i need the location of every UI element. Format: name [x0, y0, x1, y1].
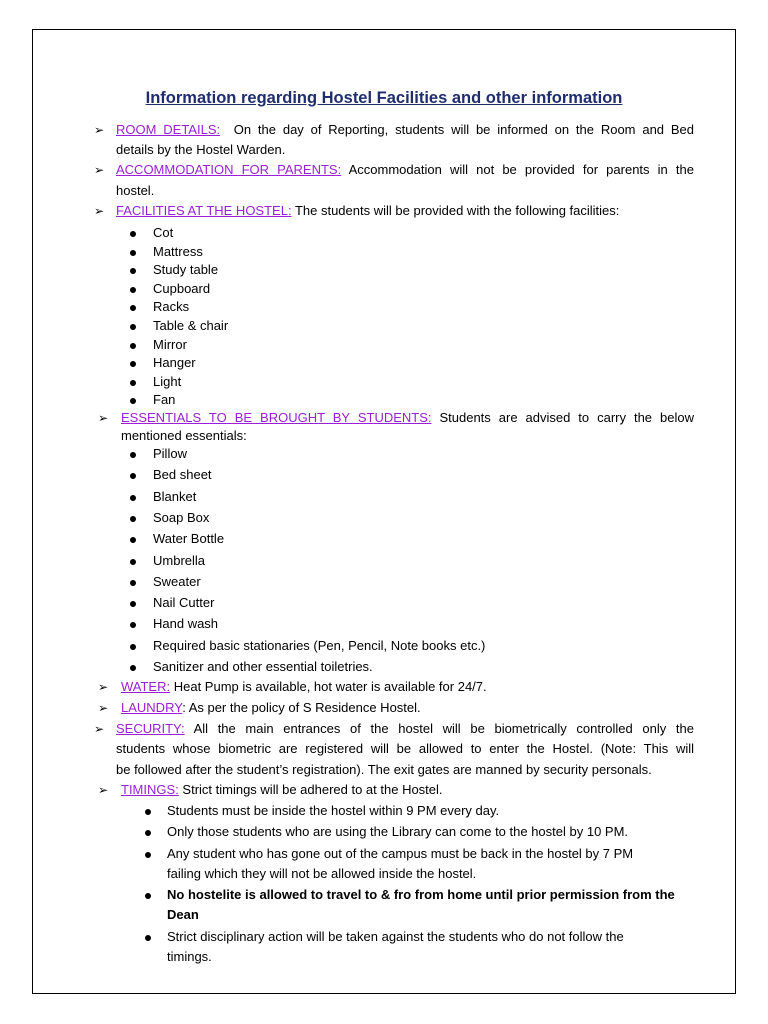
laundry-heading: LAUNDRY: [121, 700, 183, 715]
security-line-3: be followed after the student’s registration). The exit gates are manned by security personals.: [116, 762, 652, 777]
arrow-bullet-icon: ➢: [94, 722, 105, 736]
bullet-dot-icon: [145, 830, 151, 836]
page-title: Information regarding Hostel Facilities and other information: [145, 89, 623, 107]
bullet-dot-icon: [130, 231, 136, 237]
list-item: No hostelite is allowed to travel to & fro from home until prior permission from the: [167, 887, 675, 902]
list-item: Study table: [153, 262, 219, 278]
essentials-line-1: ESSENTIALS TO BE BROUGHT BY STUDENTS: Students are advised to carry the below: [121, 410, 694, 425]
laundry-line: LAUNDRY: As per the policy of S Residence Hostel.: [121, 700, 421, 715]
list-item-continuation: timings.: [167, 949, 212, 964]
arrow-bullet-icon: ➢: [94, 123, 105, 137]
accommodation-line-2: hostel.: [116, 183, 155, 198]
list-item: Bed sheet: [153, 467, 212, 483]
arrow-bullet-icon: ➢: [94, 204, 105, 218]
accommodation-line-1: ACCOMMODATION FOR PARENTS: Accommodation will not be provided for parents in the: [116, 162, 694, 177]
bullet-dot-icon: [130, 380, 136, 386]
bullet-dot-icon: [130, 343, 136, 349]
bullet-dot-icon: [130, 665, 136, 671]
arrow-bullet-icon: ➢: [94, 163, 105, 177]
arrow-bullet-icon: ➢: [98, 701, 109, 715]
bullet-dot-icon: [130, 287, 136, 293]
list-item: Cupboard: [153, 280, 211, 296]
list-item: Water Bottle: [153, 531, 225, 547]
bullet-dot-icon: [145, 852, 151, 858]
list-item: Any student who has gone out of the campus must be back in the hostel by 7 PM: [167, 846, 634, 861]
list-item: Table & chair: [153, 318, 229, 333]
list-item: Sweater: [153, 573, 201, 589]
list-item: Blanket: [153, 488, 197, 504]
list-item: Soap Box: [153, 509, 210, 525]
room-details-line-1: ROOM DETAILS: On the day of Reporting, students will be informed on the Room and Bed: [116, 122, 694, 137]
list-item: Cot: [153, 225, 174, 240]
list-item: Only those students who are using the Library can come to the hostel by 10 PM.: [167, 824, 629, 839]
bullet-dot-icon: [145, 935, 151, 941]
list-item: Umbrella: [153, 552, 206, 568]
room-details-line-2: details by the Hostel Warden.: [116, 142, 286, 157]
list-item: Pillow: [153, 446, 187, 461]
list-item: Strict disciplinary action will be taken against the students who do not follow the: [167, 929, 624, 944]
arrow-bullet-icon: ➢: [98, 411, 109, 425]
bullet-dot-icon: [145, 893, 151, 899]
essentials-line-2: mentioned essentials:: [121, 428, 247, 443]
list-item: Sanitizer and other essential toiletries.: [153, 659, 373, 674]
facilities-heading: FACILITIES AT THE HOSTEL:: [116, 203, 292, 218]
bullet-dot-icon: [130, 580, 136, 586]
list-item: Racks: [153, 299, 190, 315]
essentials-heading: ESSENTIALS TO BE BROUGHT BY STUDENTS:: [121, 410, 432, 425]
list-item: Mattress: [153, 243, 203, 259]
list-item-continuation: Dean: [167, 907, 199, 922]
bullet-dot-icon: [130, 644, 136, 650]
water-heading: WATER:: [121, 679, 171, 694]
security-heading: SECURITY:: [116, 721, 185, 736]
list-item: Hand wash: [153, 616, 219, 632]
room-details-heading: ROOM DETAILS:: [116, 122, 221, 137]
security-line-2: students whose biometric are registered will be allowed to enter the Hostel. (Note: This will: [116, 741, 694, 756]
list-item: Mirror: [153, 336, 187, 352]
timings-heading: TIMINGS:: [121, 782, 179, 797]
list-item: Hanger: [153, 355, 196, 371]
bullet-dot-icon: [130, 495, 136, 501]
list-item: Students must be inside the hostel within 9 PM every day.: [167, 803, 500, 818]
bullet-dot-icon: [130, 324, 136, 330]
arrow-bullet-icon: ➢: [98, 680, 109, 694]
list-item: Required basic stationaries (Pen, Pencil, Note books etc.): [153, 637, 486, 653]
water-line: WATER: Heat Pump is available, hot water is available for 24/7.: [121, 679, 487, 694]
list-item: Light: [153, 373, 182, 389]
bullet-dot-icon: [130, 516, 136, 522]
timings-line: TIMINGS: Strict timings will be adhered to at the Hostel.: [121, 782, 443, 797]
bullet-dot-icon: [130, 452, 136, 458]
list-item: Fan: [153, 392, 176, 408]
list-item-continuation: failing which they will not be allowed inside the hostel.: [167, 866, 477, 881]
accommodation-heading: ACCOMMODATION FOR PARENTS:: [116, 162, 342, 177]
bullet-dot-icon: [145, 809, 151, 815]
bullet-dot-icon: [130, 250, 136, 256]
facilities-line-1: FACILITIES AT THE HOSTEL: The students will be provided with the following facilities:: [116, 203, 620, 218]
list-item: Nail Cutter: [153, 595, 215, 611]
bullet-dot-icon: [130, 559, 136, 565]
security-line-1: SECURITY: All the main entrances of the hostel will be biometrically controlled only the: [116, 721, 694, 736]
arrow-bullet-icon: ➢: [98, 783, 109, 797]
